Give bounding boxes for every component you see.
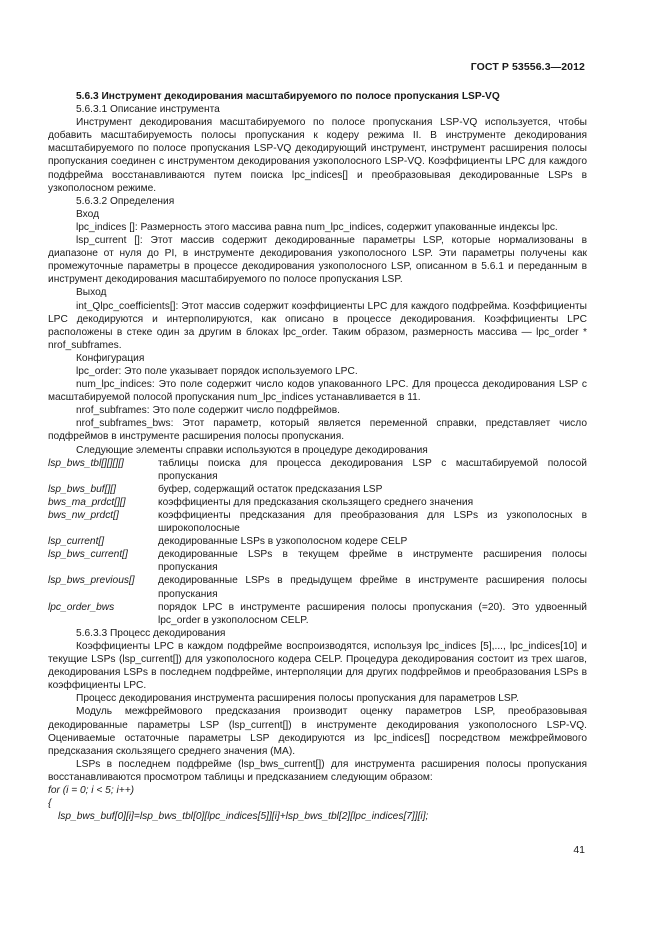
lsp-current-definition: lsp_current []: Этот массив содержит декодированные параметры LSP, которые нормализованы в диапазоне от нуля до PI, в инструменте декодирования узкополосного LSP. Эти параметры получены как промежуточные параметры в процессе декодирования узкополосного LSP, описанном в 5.6.1 и переданным в инструмент декодирования масштабируемого по полосе пропускания LSP. <box>48 235 587 286</box>
definition-row <box>48 496 587 509</box>
int-qlpc-definition: int_Qlpc_coefficients[]: Этот массив содержит коэффициенты LPC для каждого подфрейма. Коэффициенты LPC декодируются и интерполируются, как описано в процессе декодирования. Коэффициенты LPC расположены в стеке один за другим в блоках lpc_order. Таким образом, размерность массива — lpc_order * nrof_subframes. <box>48 300 587 351</box>
subsection-title-633: 5.6.3.3 Процесс декодирования <box>76 627 226 639</box>
page-content <box>48 90 587 823</box>
definition-term: lsp_bws_buf[][] <box>48 483 116 495</box>
definition-term: lsp_bws_previous[] <box>48 575 135 587</box>
definition-desc: коэффициенты предсказания для преобразования для LSPs из узкополосных в широкополосные <box>158 510 587 535</box>
lpc-order-definition: lpc_order: Это поле указывает порядок используемого LPC. <box>76 365 358 377</box>
definition-row <box>48 601 587 627</box>
definition-row <box>48 457 587 483</box>
nrof-subframes-bws-definition: nrof_subframes_bws: Этот параметр, который является переменной справки, представляет число подфреймов в инструменте расширения полосы пропускания. <box>48 418 587 443</box>
definition-desc: коэффициенты для предсказания скользящего среднего значения <box>158 496 474 508</box>
code-line: for (i = 0; i < 5; i++) <box>48 784 135 796</box>
definition-row <box>48 483 587 496</box>
code-line: lsp_bws_buf[0][i]=lsp_bws_tbl[0][lpc_indices[5]][i]+lsp_bws_tbl[2][lpc_indices[7]][i]; <box>58 811 429 823</box>
definition-term: lsp_bws_current[] <box>48 549 128 561</box>
definition-desc: буфер, содержащий остаток предсказания LSP <box>158 483 383 495</box>
definition-row <box>48 548 587 574</box>
code-line: { <box>48 798 52 810</box>
output-label: Выход <box>76 287 107 299</box>
config-label: Конфигурация <box>76 352 145 364</box>
standard-header: ГОСТ Р 53556.3—2012 <box>470 61 585 73</box>
tables-intro: Следующие элементы справки используются в процедуре декодирования <box>76 444 428 456</box>
decoding-paragraph-2: Процесс декодирования инструмента расширения полосы пропускания для параметров LSP. <box>76 693 519 705</box>
definition-desc: таблицы поиска для процесса декодирования LSP с масштабируемой полосой пропускания <box>158 457 587 482</box>
page-number: 41 <box>573 844 585 856</box>
definition-term: lsp_current[] <box>48 536 105 548</box>
nrof-subframes-definition: nrof_subframes: Это поле содержит число подфреймов. <box>76 405 341 417</box>
definition-row <box>48 509 587 535</box>
tool-description-paragraph: Инструмент декодирования масштабируемого по полосе пропускания LSP-VQ используется, чтобы добавить масштабируемость полосы пропускания к кодеру режима II. В инструменте декодирования масштабируемого по полосе пропускания LSP-VQ декодирующий инструмент, инструмент расширения полосы пропускания соединен с инструментом декодирования узкополосного LSP-VQ. Коэффициенты LPC для каждого подфрейма восстанавливаются путем поиска lpc_indices[] и преобразовывая декодированные LSPs в узкополосном режиме. <box>48 117 587 194</box>
subsection-title-631: 5.6.3.1 Описание инструмента <box>76 104 220 116</box>
decoding-paragraph-4: LSPs в последнем подфрейме (lsp_bws_current[]) для инструмента расширения полосы пропускания восстанавливаются просмотром таблицы и предсказанием следующим образом: <box>48 758 587 783</box>
definitions-list <box>48 457 587 627</box>
definition-term: lpc_order_bws <box>48 601 115 613</box>
subsection-title-632: 5.6.3.2 Определения <box>76 195 175 207</box>
definition-desc: декодированные LSPs в предыдущем фрейме в инструменте расширения полосы пропускания <box>158 575 587 600</box>
decoding-paragraph-1: Коэффициенты LPC в каждом подфрейме воспроизводятся, используя lpc_indices [5],..., lpc_indices[10] и текущие LSPs (lsp_current[]) для узкополосного кодера CELP. Процедура декодирования состоит из трех шагов, декодирования LSPs в последнем подфрейме, интерполяции для других подфреймов и преобразования LSPs в коэффициенты LPC. <box>48 640 587 692</box>
definition-row <box>48 574 587 600</box>
input-label: Вход <box>76 208 100 220</box>
lpc-indices-definition: lpc_indices []: Размерность этого массива равна num_lpc_indices, содержит упакованные индексы lpc. <box>76 221 558 233</box>
definition-term: bws_ma_prdct[][] <box>48 496 126 508</box>
definition-desc: декодированные LSPs в узкополосном кодере CELP <box>158 536 408 548</box>
definition-row <box>48 535 587 548</box>
definition-term: bws_nw_prdct[] <box>48 510 119 521</box>
decoding-paragraph-3: Модуль межфреймового предсказания производит оценку параметров LSP, преобразовывая декодированные параметры LSP (lsp_current[]) в инструменте декодирования узкополосного LSP-VQ. Оцениваемые остаточные параметры LSP декодируются из lpc_indices[] посредством межфреймового предсказания скользящего среднего значения (MA). <box>48 706 587 757</box>
definition-desc: декодированные LSPs в текущем фрейме в инструменте расширения полосы пропускания <box>158 549 587 574</box>
section-title: 5.6.3 Инструмент декодирования масштабируемого по полосе пропускания LSP-VQ <box>76 91 500 102</box>
definition-term: lsp_bws_tbl[][][][] <box>48 457 124 469</box>
definition-desc: порядок LPC в инструменте расширения полосы пропускания (=20). Это удвоенный lpc_order в узкополосном CELP. <box>158 601 587 626</box>
num-lpc-indices-definition: num_lpc_indices: Это поле содержит число кодов упакованного LPC. Для процесса декодирования LSP с масштабируемой полосой пропускания num_lpc_indices устанавливается в 11. <box>48 379 587 404</box>
